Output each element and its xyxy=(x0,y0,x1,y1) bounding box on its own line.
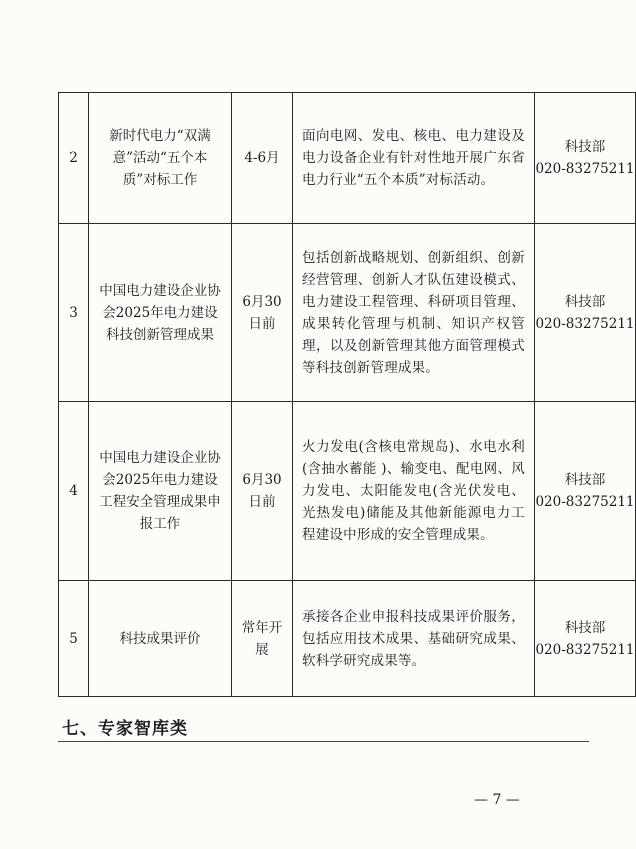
page-number: — 7 — xyxy=(474,792,520,808)
contact-phone: 020-83275211 xyxy=(535,641,635,658)
contact-cell xyxy=(535,402,636,581)
contact-department: 科技部 xyxy=(564,293,606,310)
activity-name: 中国电力建设企业协会2025年电力建设工程安全管理成果申报工作 xyxy=(89,402,232,581)
activity-time: 6月30日前 xyxy=(232,224,293,402)
row-number: 2 xyxy=(59,93,89,224)
table-row xyxy=(59,581,636,697)
activity-description: 面向电网、发电、核电、电力建设及电力设备企业有针对性地开展广东省电力行业“五个本质”对标活动。 xyxy=(293,93,535,224)
activity-time: 6月30日前 xyxy=(232,402,293,581)
activity-description: 火力发电(含核电常规岛)、水电水利(含抽水蓄能 )、输变电、配电网、风力发电、太阳能发电(含光伏发电、光热发电)储能及其他新能源电力工程建设中形成的安全管理成果。 xyxy=(293,402,535,581)
table-row xyxy=(59,224,636,402)
table-row xyxy=(59,93,636,224)
contact-cell xyxy=(535,224,636,402)
activity-time: 常年开展 xyxy=(232,581,293,697)
section-heading: 七、专家智库类 xyxy=(62,719,188,739)
activity-time: 4-6月 xyxy=(232,93,293,224)
contact-phone: 020-83275211 xyxy=(535,161,635,177)
section-divider xyxy=(58,741,589,742)
contact-phone: 020-83275211 xyxy=(535,315,635,332)
activity-name: 科技成果评价 xyxy=(89,581,232,697)
activity-name: 新时代电力“双满意”活动“五个本质”对标工作 xyxy=(89,93,232,224)
contact-cell xyxy=(535,581,636,697)
row-number: 5 xyxy=(59,581,89,697)
contact-department: 科技部 xyxy=(564,472,606,488)
activity-description: 承接各企业申报科技成果评价服务，包括应用技术成果、基础研究成果、软科学研究成果等。 xyxy=(293,581,535,697)
activity-table xyxy=(58,92,636,697)
contact-department: 科技部 xyxy=(564,139,606,155)
row-number: 3 xyxy=(59,224,89,402)
activity-name: 中国电力建设企业协会2025年电力建设科技创新管理成果 xyxy=(89,224,232,402)
contact-cell xyxy=(535,93,636,224)
row-number: 4 xyxy=(59,402,89,581)
activity-description: 包括创新战略规划、创新组织、创新经营管理、创新人才队伍建设模式、电力建设工程管理、科研项目管理、成果转化管理与机制、知识产权管理，以及创新管理其他方面管理模式等科技创新管理成果。 xyxy=(293,224,535,402)
contact-department: 科技部 xyxy=(564,619,606,636)
contact-phone: 020-83275211 xyxy=(535,494,635,510)
table-row xyxy=(59,402,636,581)
